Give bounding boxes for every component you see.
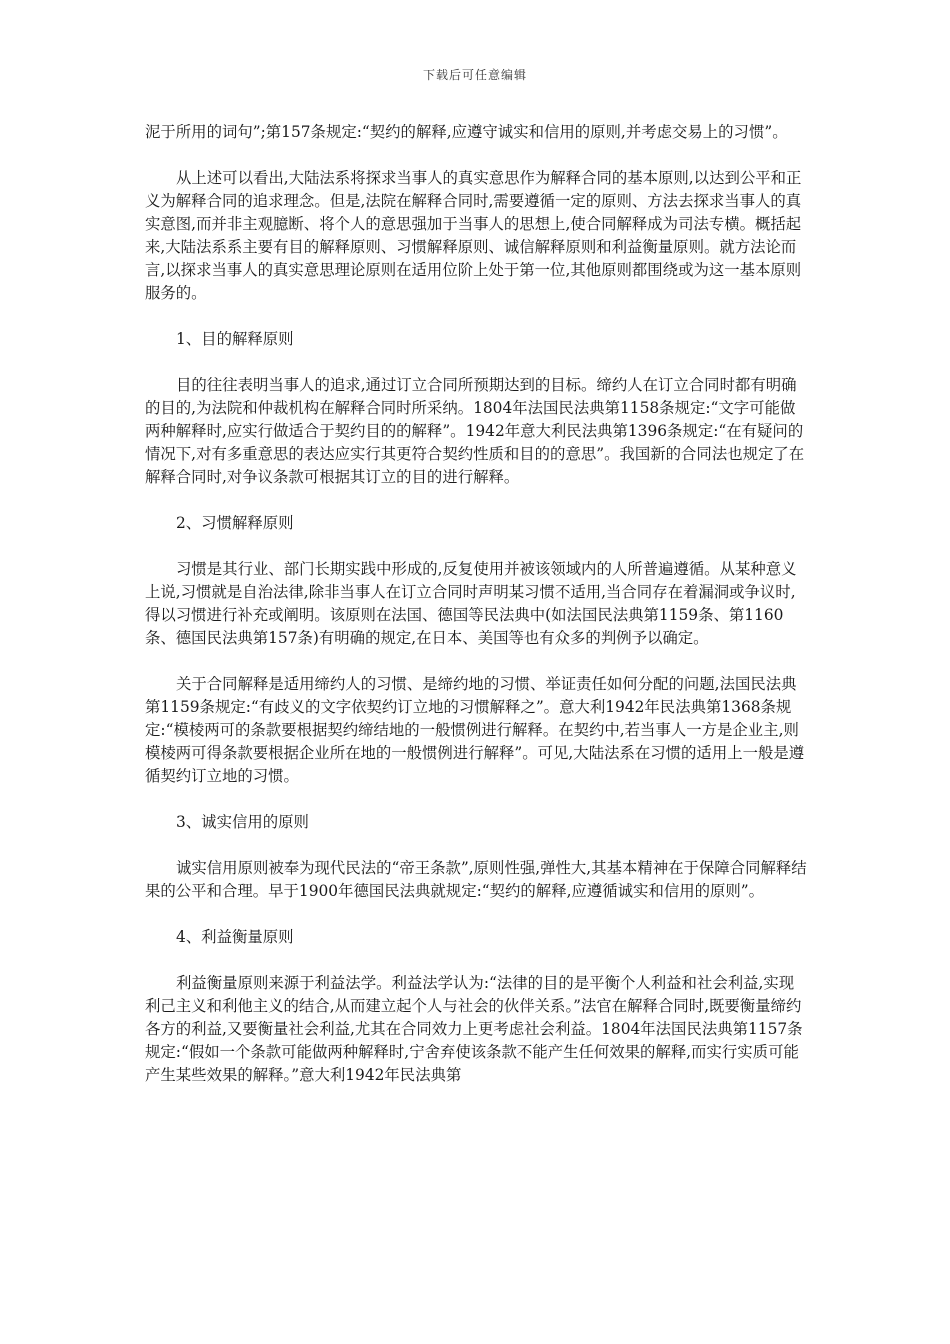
section-heading-good-faith: 3、诚实信用的原则: [176, 813, 309, 831]
paragraph-good-faith: 诚实信用原则被奉为现代民法的“帝王条款”,原则性强,弹性大,其基本精神在于保障合同解释结果的公平和合理。早于1900年德国民法典就规定:“契约的解释,应遵循诚实和信用的原则”。: [145, 859, 807, 900]
paragraph-custom-1: 习惯是其行业、部门长期实践中形成的,反复使用并被该领域内的人所普遍遵循。从某种意义上说,习惯就是自治法律,除非当事人在订立合同时声明某习惯不适用,当合同存在着漏洞或争议时,得以习惯进行补充或阐明。该原则在法国、德国等民法典中(如法国民法典第1159条、第1160条、德国民法典第157条)有明确的规定,在日本、美国等也有众多的判例予以确定。: [145, 560, 797, 647]
page-header: 下载后可任意编辑: [422, 68, 527, 82]
paragraph-interest: 利益衡量原则来源于利益法学。利益法学认为:“法律的目的是平衡个人利益和社会利益,实现利己主义和利他主义的结合,从而建立起个人与社会的伙伴关系。”法官在解释合同时,既要衡量缔约各方的利益,又要衡量社会利益,尤其在合同效力上更考虑社会利益。1804年法国民法典第1157条规定:“假如一个条款可能做两种解释时,宁舍弃使该条款不能产生任何效果的解释,而实行实质可能产生某些效果的解释。”意大利1942年民法典第: [145, 974, 803, 1084]
paragraph-summary: 从上述可以看出,大陆法系将探求当事人的真实意思作为解释合同的基本原则,以达到公平和正义为解释合同的追求理念。但是,法院在解释合同时,需要遵循一定的原则、方法去探求当事人的真实意图,而并非主观臆断、将个人的意思强加于当事人的思想上,使合同解释成为司法专横。概括起来,大陆法系系主要有目的解释原则、习惯解释原则、诚信解释原则和利益衡量原则。就方法论而言,以探求当事人的真实意思理论原则在适用位阶上处于第一位,其他原则都围绕或为这一基本原则服务的。: [145, 169, 802, 302]
document-body: [145, 121, 807, 1110]
section-heading-purpose: 1、目的解释原则: [176, 330, 294, 348]
paragraph-continuation: 泥于所用的词句”;第157条规定:“契约的解释,应遵守诚实和信用的原则,并考虑交易上的习惯”。: [145, 123, 788, 141]
section-heading-interest: 4、利益衡量原则: [176, 928, 294, 946]
paragraph-custom-2: 关于合同解释是适用缔约人的习惯、是缔约地的习惯、举证责任如何分配的问题,法国民法典第1159条规定:“有歧义的文字依契约订立地的习惯解释之”。意大利1942年民法典第1368条规定:“模棱两可的条款要根据契约缔结地的一般惯例进行解释。在契约中,若当事人一方是企业主,则模棱两可得条款要根据企业所在地的一般惯例进行解释”。可见,大陆法系在习惯的适用上一般是遵循契约订立地的习惯。: [145, 675, 805, 785]
section-heading-custom: 2、习惯解释原则: [176, 514, 294, 532]
paragraph-purpose: 目的往往表明当事人的追求,通过订立合同所预期达到的目标。缔约人在订立合同时都有明确的目的,为法院和仲裁机构在解释合同时所采纳。1804年法国民法典第1158条规定:“文字可能做两种解释时,应实行做适合于契约目的的解释”。1942年意大利民法典第1396条规定:“在有疑问的情况下,对有多重意思的表达应实行其更符合契约性质和目的的意思”。我国新的合同法也规定了在解释合同时,对争议条款可根据其订立的目的进行解释。: [145, 376, 805, 486]
